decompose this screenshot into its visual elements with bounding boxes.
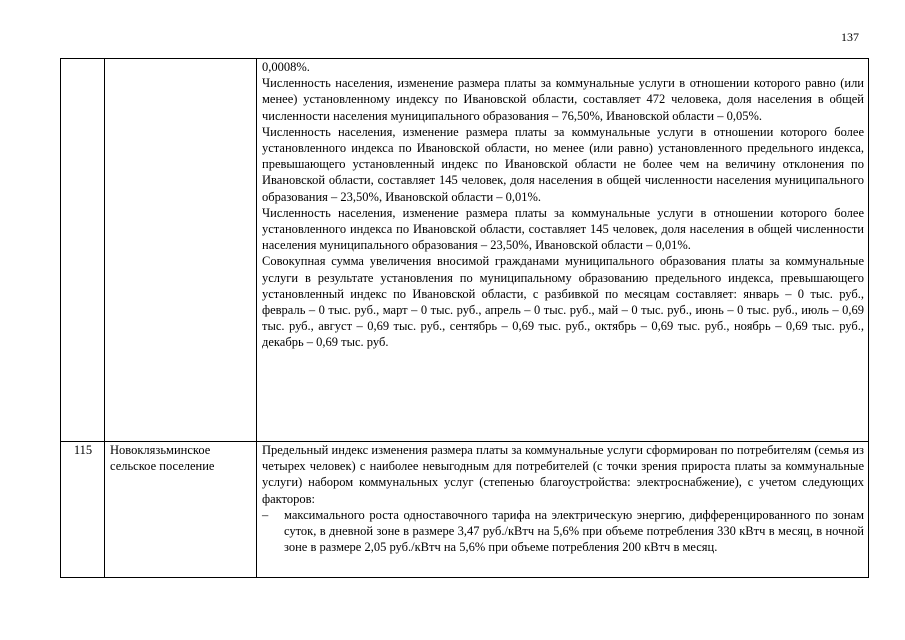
description-cell	[257, 442, 869, 578]
document-table	[60, 58, 869, 578]
bullet-item	[262, 507, 864, 556]
municipality-name-cell: Новоклязьминское сельское поселение	[105, 442, 257, 578]
paragraph: 0,0008%.	[262, 60, 310, 74]
page-number: 137	[841, 30, 859, 44]
municipality-name-cell	[105, 59, 257, 442]
table-row	[61, 442, 869, 578]
paragraph: Предельный индекс изменения размера платы за коммунальные услуги сформирован по потребителям (семья из четырех человек) с наиболее невыгодным для потребителей (с точки зрения прироста платы за коммунальные услуги) набором коммунальных услуг (степенью благоустройства: электроснабжение), с учетом следующих факторов:	[262, 443, 864, 506]
bullet-text: максимального роста одноставочного тарифа на электрическую энергию, дифференцированного по зонам суток, в дневной зоне в размере 3,47 руб./кВтч на 5,6% при объеме потребления 330 кВтч в месяц, в ночной зоне в размере 2,05 руб./кВтч на 5,6% при объеме потребления 200 кВтч в месяц.	[284, 507, 864, 555]
paragraph: Численность населения, изменение размера платы за коммунальные услуги в отношении которого равно (или менее) установленному индексу по Ивановской области, составляет 472 человека, доля населения в общей численности населения муниципального образования – 76,50%, Ивановской области – 0,05%.	[262, 76, 864, 123]
bullet-marker: –	[262, 507, 269, 522]
row-number-cell: 115	[61, 442, 105, 578]
paragraph: Численность населения, изменение размера платы за коммунальные услуги в отношении которого более установленного индекса по Ивановской области, но менее (или равно) установленного предельного индекса, превышающего установленный индекс по Ивановской области не более чем на величину отклонения по Ивановской области, составляет 145 человек, доля населения в общей численности населения муниципального образования – 23,50%, Ивановской области – 0,01%.	[262, 124, 864, 204]
paragraph: Численность населения, изменение размера платы за коммунальные услуги в отношении которого более установленного индекса по Ивановской области, составляет 145 человек, доля населения в общей численности населения муниципального образования – 23,50%, Ивановской области – 0,01%.	[262, 205, 864, 253]
table-row	[61, 59, 869, 442]
paragraph: Совокупная сумма увеличения вносимой гражданами муниципального образования платы за коммунальные услуги в результате установления по муниципальному образованию предельного индекса, превышающего установленный индекс по Ивановской области, с разбивкой по месяцам составляет: январь – 0 тыс. руб., февраль – 0 тыс. руб., март – 0 тыс. руб., апрель – 0 тыс. руб., май – 0 тыс. руб., июнь – 0 тыс. руб., июль – 0,69 тыс. руб., август – 0,69 тыс. руб., сентябрь – 0,69 тыс. руб., октябрь – 0,69 тыс. руб., ноябрь – 0,69 тыс. руб., декабрь – 0,69 тыс. руб.	[262, 254, 864, 350]
description-cell	[257, 59, 869, 442]
row-number-cell	[61, 59, 105, 442]
